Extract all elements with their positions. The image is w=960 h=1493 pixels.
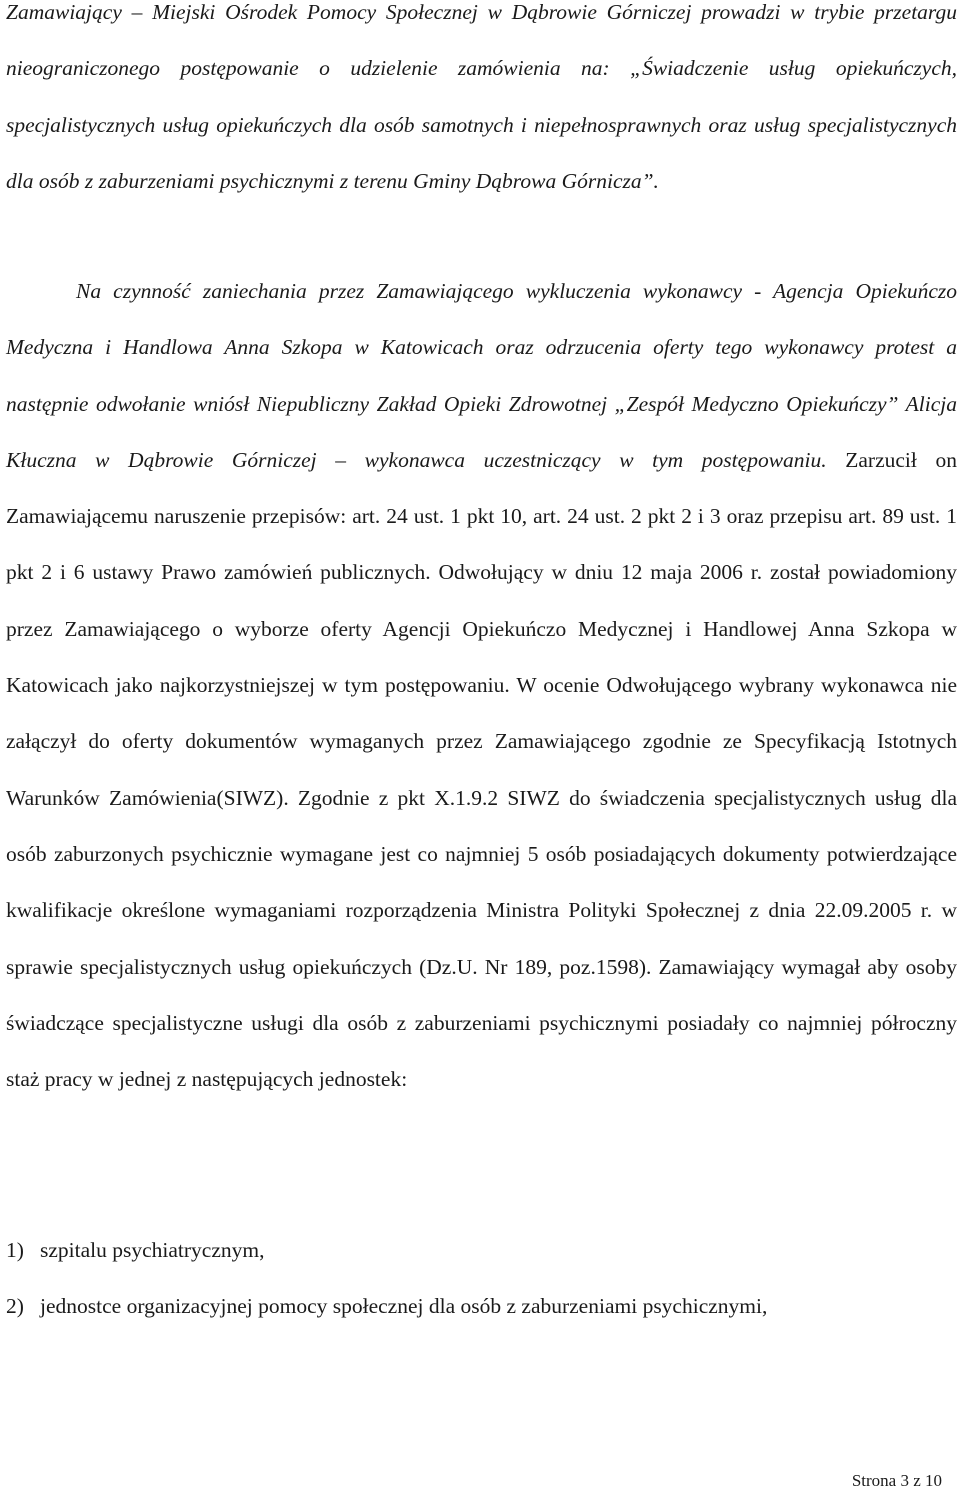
list-item-text: szpitalu psychiatrycznym, bbox=[40, 1238, 265, 1262]
list-item-number: 2) bbox=[6, 1294, 24, 1319]
list-item-number: 1) bbox=[6, 1238, 24, 1262]
list-item bbox=[6, 1278, 957, 1334]
list-item-text: jednostce organizacyjnej pomocy społecznej dla osób z zaburzeniami psychicznymi, bbox=[40, 1294, 768, 1319]
paragraph-protest bbox=[6, 263, 957, 1107]
paragraph-protest-regular: Zarzucił on Zamawiającemu naruszenie przepisów: art. 24 ust. 1 pkt 10, art. 24 ust. 2 pkt 2 i 3 oraz przepisu art. 89 ust. 1 pkt 2 i 6 ustawy Prawo zamówień publicznych. Odwołujący w dniu 12 maja 2006 r. został powiadomiony przez Zamawiającego o wyborze oferty Agencji Opiekuńczo Medycznej i Handlowej Anna Szkopa w Katowicach jako najkorzystniejszej w tym postępowaniu. W ocenie Odwołującego wybrany wykonawca nie załączył do oferty dokumentów wymaganych przez Zamawiającego zgodnie ze Specyfikacją Istotnych Warunków Zamówienia(SIWZ). Zgodnie z pkt X.1.9.2 SIWZ do świadczenia specjalistycznych usług dla osób zaburzonych psychicznie wymagane jest co najmniej 5 osób posiadających dokumenty potwierdzające kwalifikacje określone wymaganiami rozporządzenia Ministra Polityki Społecznej z dnia 22.09.2005 r. w sprawie specjalistycznych usług opiekuńczych (Dz.U. Nr 189, poz.1598). Zamawiający wymagał aby osoby świadczące specjalistyczne usługi dla osób z zaburzeniami psychicznymi posiadały co najmniej półroczny staż pracy w jednej z następujących jednostek: bbox=[6, 447, 957, 1092]
requirements-list bbox=[6, 1222, 957, 1335]
page-number: Strona 3 z 10 bbox=[851, 1471, 942, 1490]
paragraph-intro: Zamawiający – Miejski Ośrodek Pomocy Społecznej w Dąbrowie Górniczej prowadzi w trybie przetargu nieograniczonego postępowanie o udzielenie zamówienia na: „Świadczenie usług opiekuńczych, specjalistycznych usług opiekuńczych dla osób samotnych i niepełnosprawnych oraz usług specjalistycznych dla osób z zaburzeniami psychicznymi z terenu Gminy Dąbrowa Górnicza”. bbox=[6, 0, 957, 193]
paragraph-protest-italic: Na czynność zaniechania przez Zamawiającego wykluczenia wykonawcy - Agencja Opiekuńczo Medyczna i Handlowa Anna Szkopa w Katowicach oraz odrzucenia oferty tego wykonawcy protest a następnie odwołanie wniósł Niepubliczny Zakład Opieki Zdrowotnej „Zespół Medyczno Opiekuńczy” Alicja Kłuczna w Dąbrowie Górniczej – wykonawca uczestniczący w tym postępowaniu. bbox=[6, 279, 957, 472]
list-item bbox=[6, 1222, 957, 1278]
